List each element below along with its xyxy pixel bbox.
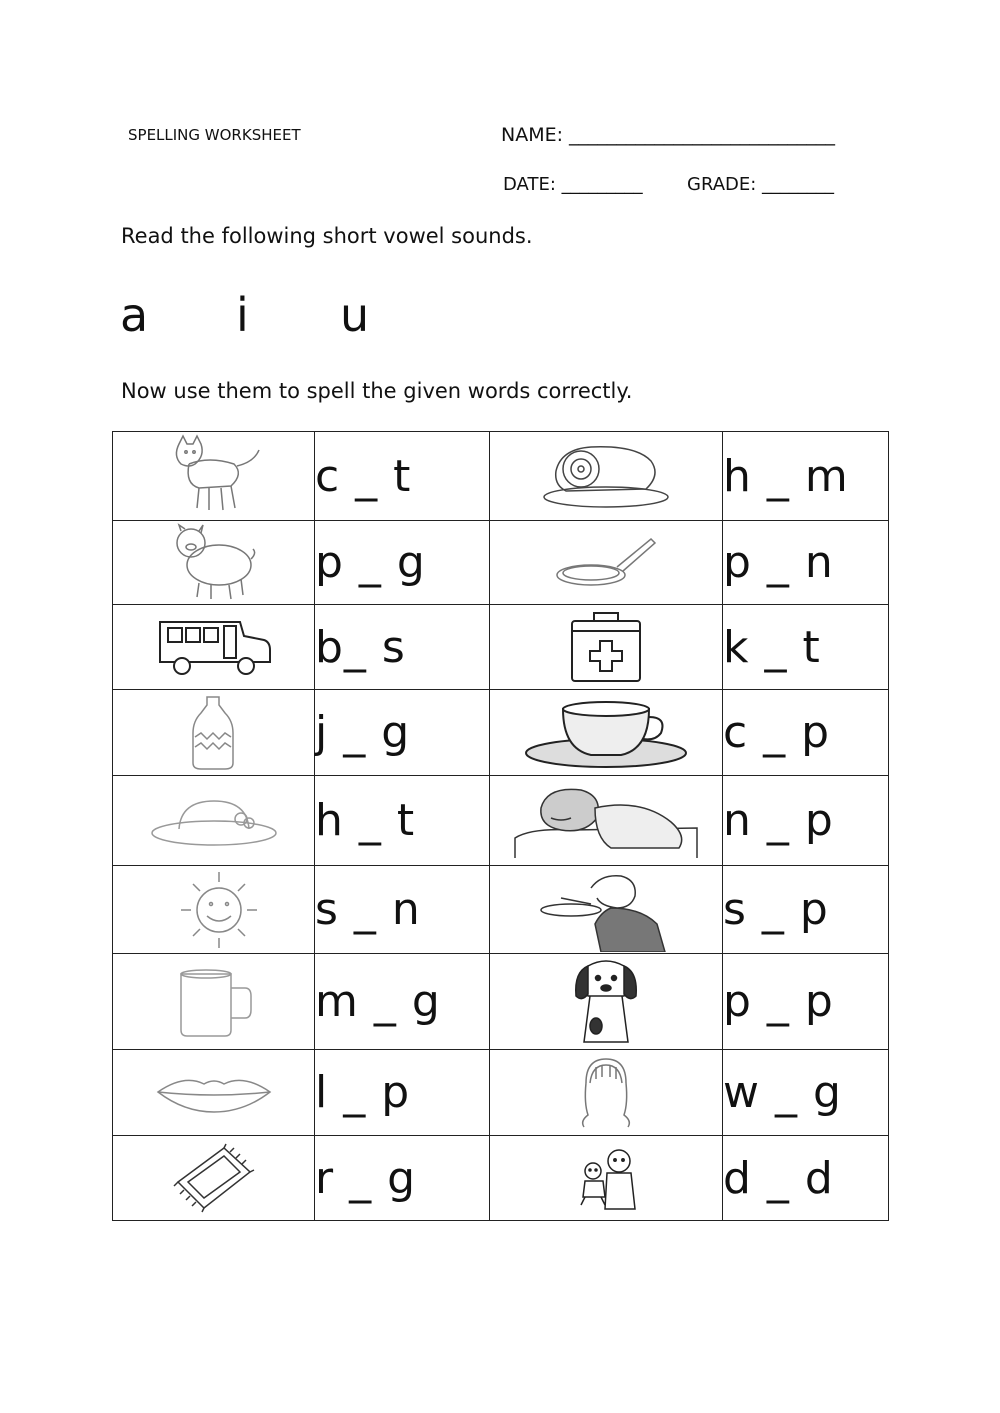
picture-cell — [113, 866, 315, 954]
picture-cell — [113, 954, 315, 1050]
picture-cell — [113, 776, 315, 866]
first-aid-kit-icon — [566, 607, 646, 687]
word-blank: h _ t — [315, 776, 490, 866]
puppy-icon — [566, 956, 646, 1048]
word-blank: c _ t — [315, 432, 490, 521]
picture-cell — [490, 432, 723, 521]
instruction-read: Read the following short vowel sounds. — [121, 224, 533, 248]
picture-cell — [490, 954, 723, 1050]
grade-field: GRADE: ________ — [687, 174, 835, 195]
picture-cell — [113, 690, 315, 776]
picture-cell — [490, 521, 723, 605]
table-row — [113, 866, 889, 954]
vowel-u: u — [340, 288, 370, 342]
word-blank: r _ g — [315, 1136, 490, 1221]
instruction-spell: Now use them to spell the given words correctly. — [121, 379, 633, 403]
word-blank: n _ p — [723, 776, 889, 866]
picture-cell — [490, 776, 723, 866]
word-blank: p _ g — [315, 521, 490, 605]
vowel-a: a — [120, 288, 149, 342]
cup-icon — [521, 695, 691, 771]
picture-cell — [490, 866, 723, 954]
lips-icon — [154, 1068, 274, 1118]
word-blank: c _ p — [723, 690, 889, 776]
word-blank: j _ g — [315, 690, 490, 776]
worksheet-title: SPELLING WORKSHEET — [128, 126, 301, 144]
word-table — [112, 431, 889, 1221]
table-row — [113, 521, 889, 605]
picture-cell — [113, 1050, 315, 1136]
bus-icon — [154, 616, 274, 678]
table-row — [113, 776, 889, 866]
word-blank: p _ n — [723, 521, 889, 605]
picture-cell — [113, 605, 315, 690]
picture-cell — [113, 1136, 315, 1221]
word-blank: k _ t — [723, 605, 889, 690]
nap-icon — [511, 778, 701, 864]
vowel-i: i — [236, 288, 249, 342]
word-blank: b_ s — [315, 605, 490, 690]
table-row — [113, 605, 889, 690]
date-field: DATE: _________ — [503, 174, 643, 195]
picture-cell — [490, 1136, 723, 1221]
word-blank: p _ p — [723, 954, 889, 1050]
name-field: NAME: ____________________________ — [501, 124, 836, 146]
picture-cell — [490, 690, 723, 776]
picture-cell — [490, 1050, 723, 1136]
mug-icon — [169, 964, 259, 1040]
hat-icon — [149, 793, 279, 849]
picture-cell — [113, 521, 315, 605]
picture-cell — [490, 605, 723, 690]
table-row — [113, 1050, 889, 1136]
table-row — [113, 954, 889, 1050]
cat-icon — [159, 434, 269, 518]
ham-icon — [536, 441, 676, 511]
picture-cell — [113, 432, 315, 521]
word-blank: s _ n — [315, 866, 490, 954]
rug-icon — [164, 1142, 264, 1214]
table-row — [113, 1136, 889, 1221]
word-blank: h _ m — [723, 432, 889, 521]
sun-icon — [159, 868, 269, 952]
jug-icon — [179, 693, 249, 773]
table-row — [113, 690, 889, 776]
word-blank: w _ g — [723, 1050, 889, 1136]
pan-icon — [551, 533, 661, 593]
word-blank: l _ p — [315, 1050, 490, 1136]
soup-icon — [531, 868, 681, 952]
dad-icon — [571, 1143, 641, 1213]
table-row — [113, 432, 889, 521]
word-blank: s _ p — [723, 866, 889, 954]
pig-icon — [169, 523, 259, 603]
word-blank: m _ g — [315, 954, 490, 1050]
wig-icon — [566, 1053, 646, 1133]
word-blank: d _ d — [723, 1136, 889, 1221]
